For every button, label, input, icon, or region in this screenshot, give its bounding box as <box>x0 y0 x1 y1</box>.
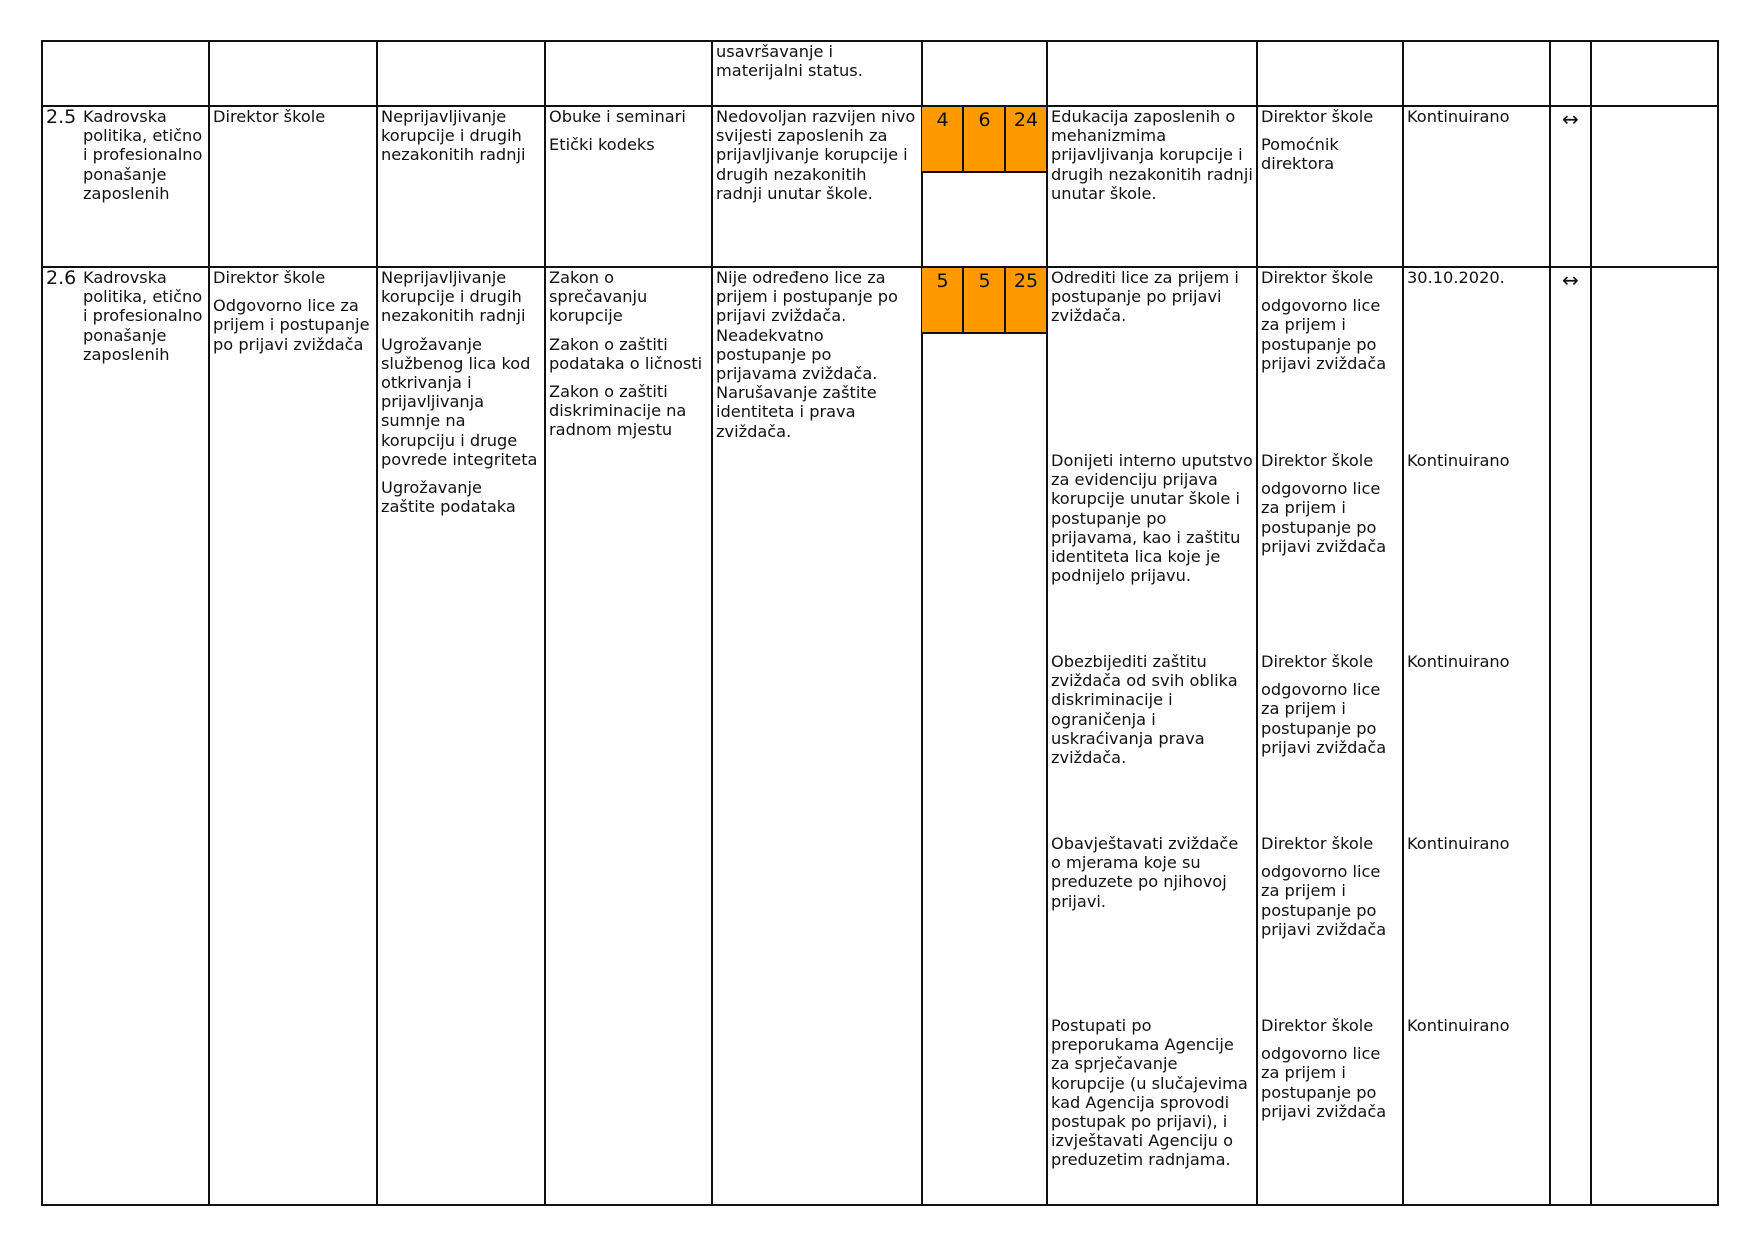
col-border-9 <box>1549 40 1551 1206</box>
deadline-text: Kontinuirano <box>1407 1016 1510 1035</box>
responsible-text: Direktor škole <box>1261 834 1374 853</box>
col-border-7 <box>1256 40 1258 1206</box>
risk-cell <box>381 268 541 525</box>
col-border-5 <box>921 40 923 1206</box>
process-owner-cell <box>213 107 373 135</box>
control-text: Etički kodeks <box>549 135 655 155</box>
responsible-text: Pomoćnik direktora <box>1261 135 1339 174</box>
risk-text: Ugrožavanje službenog lica kod otkrivanja i prijavljivanja sumnje na korupciju i druge povrede integriteta <box>381 334 538 469</box>
probability-value: 5 <box>936 270 949 292</box>
status-arrow-icon: ↔ <box>1562 107 1579 131</box>
control-text: Obuke i seminari <box>549 107 686 126</box>
deadline-cell <box>1407 107 1547 135</box>
process-owner-text: Direktor škole <box>213 268 326 287</box>
previous-row-risk-factors <box>716 42 916 89</box>
col-border-11 <box>1717 40 1719 1206</box>
responsible-text: Direktor škole <box>1261 107 1374 126</box>
risk-text: Ugrožavanje zaštite podataka <box>381 478 516 517</box>
status-arrow-icon: ↔ <box>1562 268 1579 292</box>
existing-controls-cell <box>549 268 709 449</box>
row-number: 2.5 <box>46 106 77 128</box>
table-bottom-border <box>41 1204 1719 1206</box>
responsible-cell <box>1261 451 1399 565</box>
probability-value: 4 <box>936 109 949 131</box>
measure-cell <box>1051 268 1253 335</box>
area-text: Kadrovska politika, etično i profesionalno ponašanje zaposlenih <box>83 268 203 364</box>
risk-factors-continuation: usavršavanje i materijalni status. <box>716 42 863 81</box>
risk-text: Neprijavljivanje korupcije i drugih nezakonitih radnji <box>381 268 526 326</box>
measure-text: Edukacija zaposlenih o mehanizmima prijavljivanja korupcije i drugih nezakonitih radnji unutar škole. <box>1051 107 1253 203</box>
col-border-0 <box>41 40 43 1206</box>
responsible-text: Direktor škole <box>1261 268 1374 287</box>
responsible-cell <box>1261 834 1399 948</box>
row-number: 2.6 <box>46 267 77 289</box>
deadline-text: 30.10.2020. <box>1407 268 1505 287</box>
process-owner-cell <box>213 268 373 363</box>
risk-factors-cell <box>716 107 916 212</box>
deadline-cell <box>1407 834 1547 862</box>
col-border-3 <box>544 40 546 1206</box>
col-border-2 <box>376 40 378 1206</box>
deadline-cell <box>1407 1016 1547 1044</box>
control-text: Zakon o zaštiti podataka o ličnosti <box>549 334 703 373</box>
risk-assessment-block <box>922 107 1046 173</box>
risk-cell <box>381 107 541 174</box>
deadline-cell <box>1407 451 1547 479</box>
responsible-text: odgovorno lice za prijem i postupanje po prijavi zviždača <box>1261 1044 1387 1121</box>
responsible-cell <box>1261 268 1399 382</box>
col-border-4 <box>711 40 713 1206</box>
area-cell <box>83 268 207 373</box>
impact-value: 6 <box>978 109 991 131</box>
control-text: Zakon o sprečavanju korupcije <box>549 268 648 326</box>
col-border-6 <box>1046 40 1048 1206</box>
measure-text: Donijeti interno uputstvo za evidenciju prijava korupcije unutar škole i postupanje po prijavama, kao i zaštitu identiteta lica koje je podnijelo prijavu. <box>1051 451 1253 586</box>
measure-text: Obavještavati zviždače o mjerama koje su preduzete po njihovoj prijavi. <box>1051 834 1239 911</box>
responsible-text: Direktor škole <box>1261 1016 1374 1035</box>
responsible-text: odgovorno lice za prijem i postupanje po prijavi zviždača <box>1261 479 1387 556</box>
measure-text: Obezbijediti zaštitu zviždača od svih oblika diskriminacije i ograničenja i uskraćivanja prava zviždača. <box>1051 652 1238 768</box>
risk-factors-cell <box>716 268 916 450</box>
measure-cell <box>1051 834 1253 920</box>
deadline-text: Kontinuirano <box>1407 652 1510 671</box>
col-border-10 <box>1590 40 1592 1206</box>
responsible-cell <box>1261 1016 1399 1130</box>
risk-factors-text: Nije određeno lice za prijem i postupanje po prijavi zviždača. Neadekvatno postupanje po prijavama zviždača. Narušavanje zaštite identiteta i prava zviždača. <box>716 268 898 441</box>
existing-controls-cell <box>549 107 709 163</box>
responsible-text: odgovorno lice za prijem i postupanje po prijavi zviždača <box>1261 862 1387 939</box>
responsible-cell <box>1261 652 1399 766</box>
deadline-cell <box>1407 268 1547 296</box>
deadline-cell <box>1407 652 1547 680</box>
col-border-1 <box>208 40 210 1206</box>
risk-level-value: 24 <box>1013 109 1039 131</box>
process-owner-text: Direktor škole <box>213 107 326 126</box>
responsible-text: odgovorno lice za prijem i postupanje po prijavi zviždača <box>1261 296 1387 373</box>
area-text: Kadrovska politika, etično i profesionalno ponašanje zaposlenih <box>83 107 203 203</box>
deadline-text: Kontinuirano <box>1407 107 1510 126</box>
risk-assessment-block <box>922 268 1046 334</box>
col-border-8 <box>1402 40 1404 1206</box>
responsible-text: Direktor škole <box>1261 451 1374 470</box>
measure-text: Postupati po preporukama Agencije za sprječavanje korupcije (u slučajevima kad Agencija sprovodi postupak po prijavi), i izvještavati Agenciju o preduzetim radnjama. <box>1051 1016 1248 1170</box>
responsible-text: odgovorno lice za prijem i postupanje po prijavi zviždača <box>1261 680 1387 757</box>
responsible-cell <box>1261 107 1399 183</box>
measure-cell <box>1051 107 1253 212</box>
control-text: Zakon o zaštiti diskriminacije na radnom mjestu <box>549 382 687 440</box>
deadline-text: Kontinuirano <box>1407 834 1510 853</box>
measure-cell <box>1051 652 1253 776</box>
measure-text: Odrediti lice za prijem i postupanje po prijavi zviždača. <box>1051 268 1239 326</box>
impact-value: 5 <box>978 270 991 292</box>
deadline-text: Kontinuirano <box>1407 451 1510 470</box>
risk-factors-text: Nedovoljan razvijen nivo svijesti zaposlenih za prijavljivanje korupcije i drugih nezakonitih radnji unutar škole. <box>716 107 916 203</box>
process-owner-text: Odgovorno lice za prijem i postupanje po prijavi zviždača <box>213 296 370 354</box>
responsible-text: Direktor škole <box>1261 652 1374 671</box>
risk-level-value: 25 <box>1013 270 1039 292</box>
measure-cell <box>1051 451 1253 594</box>
area-cell <box>83 107 207 212</box>
measure-cell <box>1051 1016 1253 1179</box>
risk-text: Neprijavljivanje korupcije i drugih nezakonitih radnji <box>381 107 526 165</box>
